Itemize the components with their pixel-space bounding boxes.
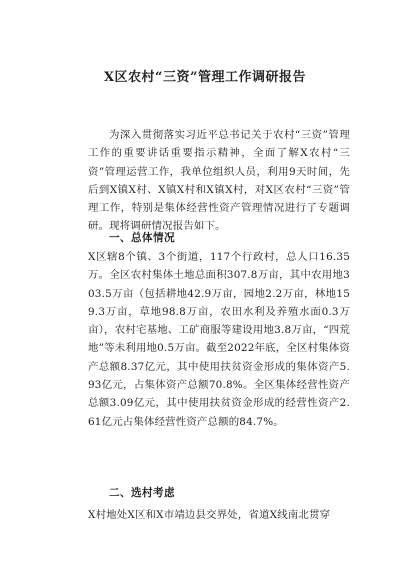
document-title: X区农村“三资”管理工作调研报告 <box>103 70 307 85</box>
section-heading-village-selection: 二、选村考虑 <box>109 487 175 499</box>
section-heading-overview: 一、总体情况 <box>109 232 175 244</box>
village-selection-paragraph: X村地处X区和X市靖边县交界处，省道X线南北贯穿 <box>88 509 331 521</box>
intro-paragraph: 为深入贯彻落实习近平总书记关于农村“三资”管理工作的重要讲话重要指示精神，全面了解X农村“三资”管理运营工作，我单位组织人员，利用9天时间，先后到X镇X村、X镇X村和X镇X村，对X区农村“三资”管理工作，特别是集体经营性资产管理情况进行了专题调研。现将调研情况报告如下。 <box>88 129 350 233</box>
overview-paragraph: X区辖8个镇、3个街道，117个行政村，总人口16.35万。全区农村集体土地总面积307.8万亩，其中农用地303.5万亩（包括耕地42.9万亩，园地2.2万亩，林地159.3万亩，草地98.8万亩，农田水利及养殖水面0.3万亩），农村宅基地、工矿商服等建设用地3.8万亩，“四荒地”等未利用地0.5万亩。截至2022年底，全区村集体资产总额8.37亿元，其中使用扶贫资金形成的集体资产5.93亿元，占集体资产总额70.8%。全区集体经营性资产总额3.09亿元，其中使用扶贫资金形成的经营性资产2.61亿元占集体经营性资产总额的84.7%。 <box>88 251 350 428</box>
